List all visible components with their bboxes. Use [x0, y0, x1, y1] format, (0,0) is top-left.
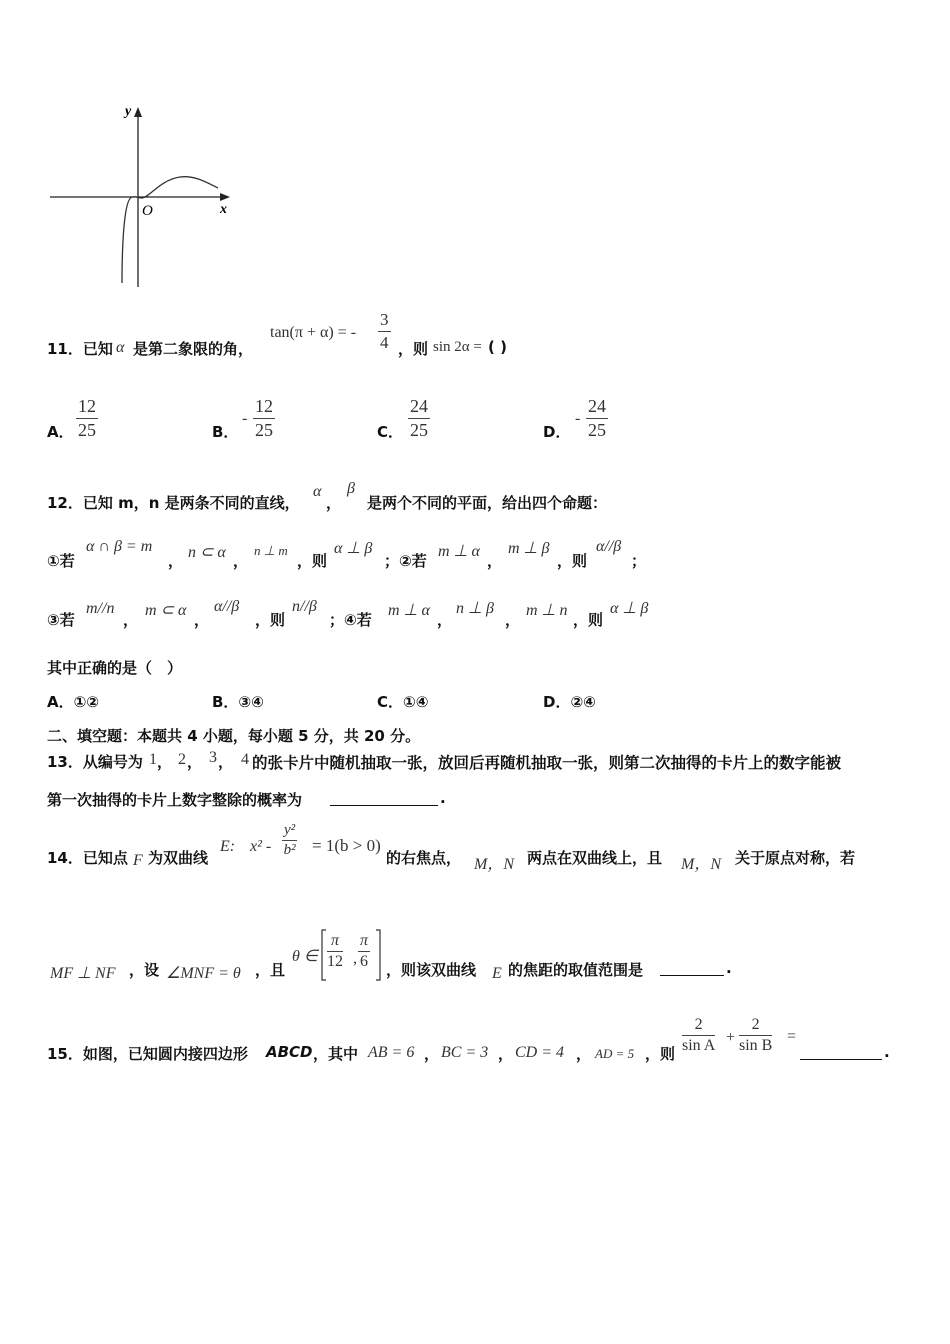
q15-cd: CD = 4 [515, 1044, 565, 1061]
q15-equals: = [787, 1028, 797, 1045]
function-curve [122, 177, 218, 283]
q15-bc: BC = 3 [441, 1044, 489, 1061]
q11-option-d-sign: - [575, 410, 581, 427]
q12-p3-label: ③若 [47, 611, 75, 629]
q11-tan-fraction: $\frac{3}{4}$ [380, 310, 389, 352]
q13-part1: 13．从编号为 [47, 753, 143, 771]
q15-fraction-a: $\frac{2}{\text{sin A}}$ [682, 1016, 716, 1054]
q12-p2-semi: ； [631, 552, 647, 570]
q11-mid: 是第二象限的角， [133, 340, 254, 358]
q12-p4-r: α ⊥ β [610, 600, 649, 617]
q12-p2-then: ，则 [557, 552, 588, 570]
q15-abcd: ABCD [266, 1043, 313, 1061]
q13-end: . [440, 789, 446, 807]
q15-ab: AB = 6 [368, 1044, 415, 1061]
q12-p4-label: ；④若 [329, 611, 372, 629]
x-axis-arrow [220, 193, 230, 201]
q12-stem-a: 12．已知 m，n 是两条不同的直线， [47, 494, 300, 512]
q12-p3-then: ，则 [255, 611, 286, 629]
q14-MN2: M，N [681, 856, 722, 873]
q11-option-c-fraction: $\frac{24}{25}$ [410, 396, 428, 440]
q12-p2-label: ；②若 [384, 552, 427, 570]
q12-p4-sep1: ， [437, 611, 453, 629]
q12-option-d: D．②④ [543, 693, 596, 711]
q14-E-colon: E: [220, 838, 236, 855]
q12-p1-then: ，则 [297, 552, 328, 570]
q15-c3: ， [576, 1045, 592, 1063]
q14-end: . [726, 959, 732, 977]
q15-plus: + [726, 1029, 736, 1046]
q13-n3: 3 [209, 749, 217, 766]
q12-p2-r: α//β [596, 538, 622, 555]
q11-sin-expr: sin 2α = [433, 339, 482, 355]
q11-paren: ( ) [488, 338, 507, 356]
q11-option-b-fraction: $\frac{12}{25}$ [255, 396, 273, 440]
q12-p1-c1: α ∩ β = m [86, 538, 153, 555]
q14-angle: ∠MNF = θ [166, 965, 241, 982]
q11-alpha: α [116, 339, 125, 356]
q13-n4: 4 [241, 751, 249, 768]
y-axis-arrow [134, 107, 142, 117]
q13-n1: 1 [149, 751, 157, 768]
q15-then: ，则 [645, 1045, 676, 1063]
q13-part2: 的张卡片中随机抽取一张，放回后再随机抽取一张，则第二次抽得的卡片上的数字能被 [252, 754, 842, 772]
q11-option-d-label: D． [543, 423, 571, 441]
q12-p4-c1: m ⊥ α [388, 602, 430, 619]
q12-stem-b: 是两个不同的平面，给出四个命题： [367, 494, 608, 512]
q14-part6: ，则该双曲线 [386, 961, 477, 979]
q15-c1: ， [424, 1045, 440, 1063]
q12-comma: ， [326, 494, 342, 512]
q14-E: E [492, 965, 502, 982]
q14-pi-over-6: $\frac{\pi}{6}$ [360, 932, 369, 970]
q12-p3-c3: α//β [214, 598, 240, 615]
q14-pi-over-12: $\frac{\pi}{12}$ [327, 932, 343, 970]
q14-set: ，设 [129, 961, 160, 979]
q13-c3: ， [218, 753, 234, 771]
q11-option-c-label: C． [377, 423, 404, 441]
q11-then: ，则 [398, 340, 429, 358]
x-axis-label: x [220, 202, 227, 217]
q11-tan-expr: tan(π + α) = - [270, 324, 357, 341]
q12-p1-sep2: ， [233, 552, 249, 570]
q15-c2: ， [498, 1045, 514, 1063]
q13-n2: 2 [178, 751, 186, 768]
q12-p4-c3: m ⊥ n [526, 602, 568, 619]
y-axis-label: y [125, 104, 132, 119]
q14-part5: 关于原点对称，若 [735, 849, 856, 867]
q15-ad: AD = 5 [595, 1046, 635, 1061]
q14-and: ，且 [255, 961, 286, 979]
q13-answer-blank[interactable] [330, 789, 438, 806]
q12-p1-r: α ⊥ β [334, 540, 373, 557]
q11-option-b-label: B． [212, 423, 239, 441]
q12-p2-sep1: ， [487, 552, 503, 570]
q12-p3-c2: m ⊂ α [145, 602, 187, 619]
q11-option-b-sign: - [242, 410, 248, 427]
q12-option-b: B．③④ [212, 693, 264, 711]
q14-part1: 14．已知点 [47, 849, 128, 867]
q12-p3-r: n//β [292, 598, 317, 615]
q14-MN: M，N [474, 856, 515, 873]
q14-x2: x² - [250, 838, 272, 855]
q12-option-c: C．①④ [377, 693, 429, 711]
q12-p4-sep2: ， [505, 611, 521, 629]
origin-label: O [142, 203, 153, 219]
q12-p1-label: ①若 [47, 552, 75, 570]
q13-c2: ， [187, 753, 203, 771]
q12-p3-sep1: ， [123, 611, 139, 629]
q14-y2-over-b2: $\frac{\text{y²}}{\text{b²}}$ [283, 822, 296, 858]
q12-p1-sep1: ， [168, 552, 184, 570]
function-graph [40, 95, 240, 290]
q13-c1: ， [157, 753, 173, 771]
q14-part7: 的焦距的取值范围是 [508, 961, 644, 979]
q12-p1-c3: n ⊥ m [254, 543, 288, 558]
q14-part2: 为双曲线 [148, 849, 209, 867]
q15-fraction-b: $\frac{2}{\text{sin B}}$ [739, 1016, 773, 1054]
q15-end: . [884, 1043, 890, 1061]
q11-option-a-label: A． [47, 423, 74, 441]
q12-p3-c1: m//n [86, 600, 115, 617]
q14-theta-in: θ ∈ [292, 948, 318, 965]
q15-answer-blank[interactable] [800, 1043, 882, 1060]
q14-perp: MF ⊥ NF [50, 965, 116, 982]
q12-p2-c1: m ⊥ α [438, 543, 480, 560]
q14-eq: = 1(b > 0) [312, 836, 381, 855]
q12-beta: β [347, 480, 355, 497]
q14-F: F [133, 852, 143, 869]
q13-line2: 第一次抽得的卡片上数字整除的概率为 [47, 791, 303, 809]
section-2-heading: 二、填空题：本题共 4 小题，每小题 5 分，共 20 分。 [47, 727, 421, 745]
q12-option-a: A．①② [47, 693, 100, 711]
q12-p3-sep2: ， [194, 611, 210, 629]
q11-option-d-fraction: $\frac{24}{25}$ [588, 396, 606, 440]
q12-p4-c2: n ⊥ β [456, 600, 494, 617]
q14-part3: 的右焦点， [386, 849, 462, 867]
q12-p2-c2: m ⊥ β [508, 540, 550, 557]
q11-option-a-fraction: $\frac{12}{25}$ [78, 396, 96, 440]
q14-answer-blank[interactable] [660, 959, 724, 976]
q12-p1-c2: n ⊂ α [188, 544, 226, 561]
q12-p4-then: ，则 [573, 611, 604, 629]
q12-question: 其中正确的是（ ） [47, 659, 183, 677]
q15-part1: 15．如图，已知圆内接四边形 [47, 1045, 248, 1063]
q12-alpha: α [313, 483, 322, 500]
q14-part4: 两点在双曲线上，且 [527, 849, 663, 867]
q11-prefix: 11．已知 [47, 340, 113, 358]
q15-part2: ，其中 [313, 1045, 359, 1063]
q14-interval-comma: , [353, 950, 357, 967]
